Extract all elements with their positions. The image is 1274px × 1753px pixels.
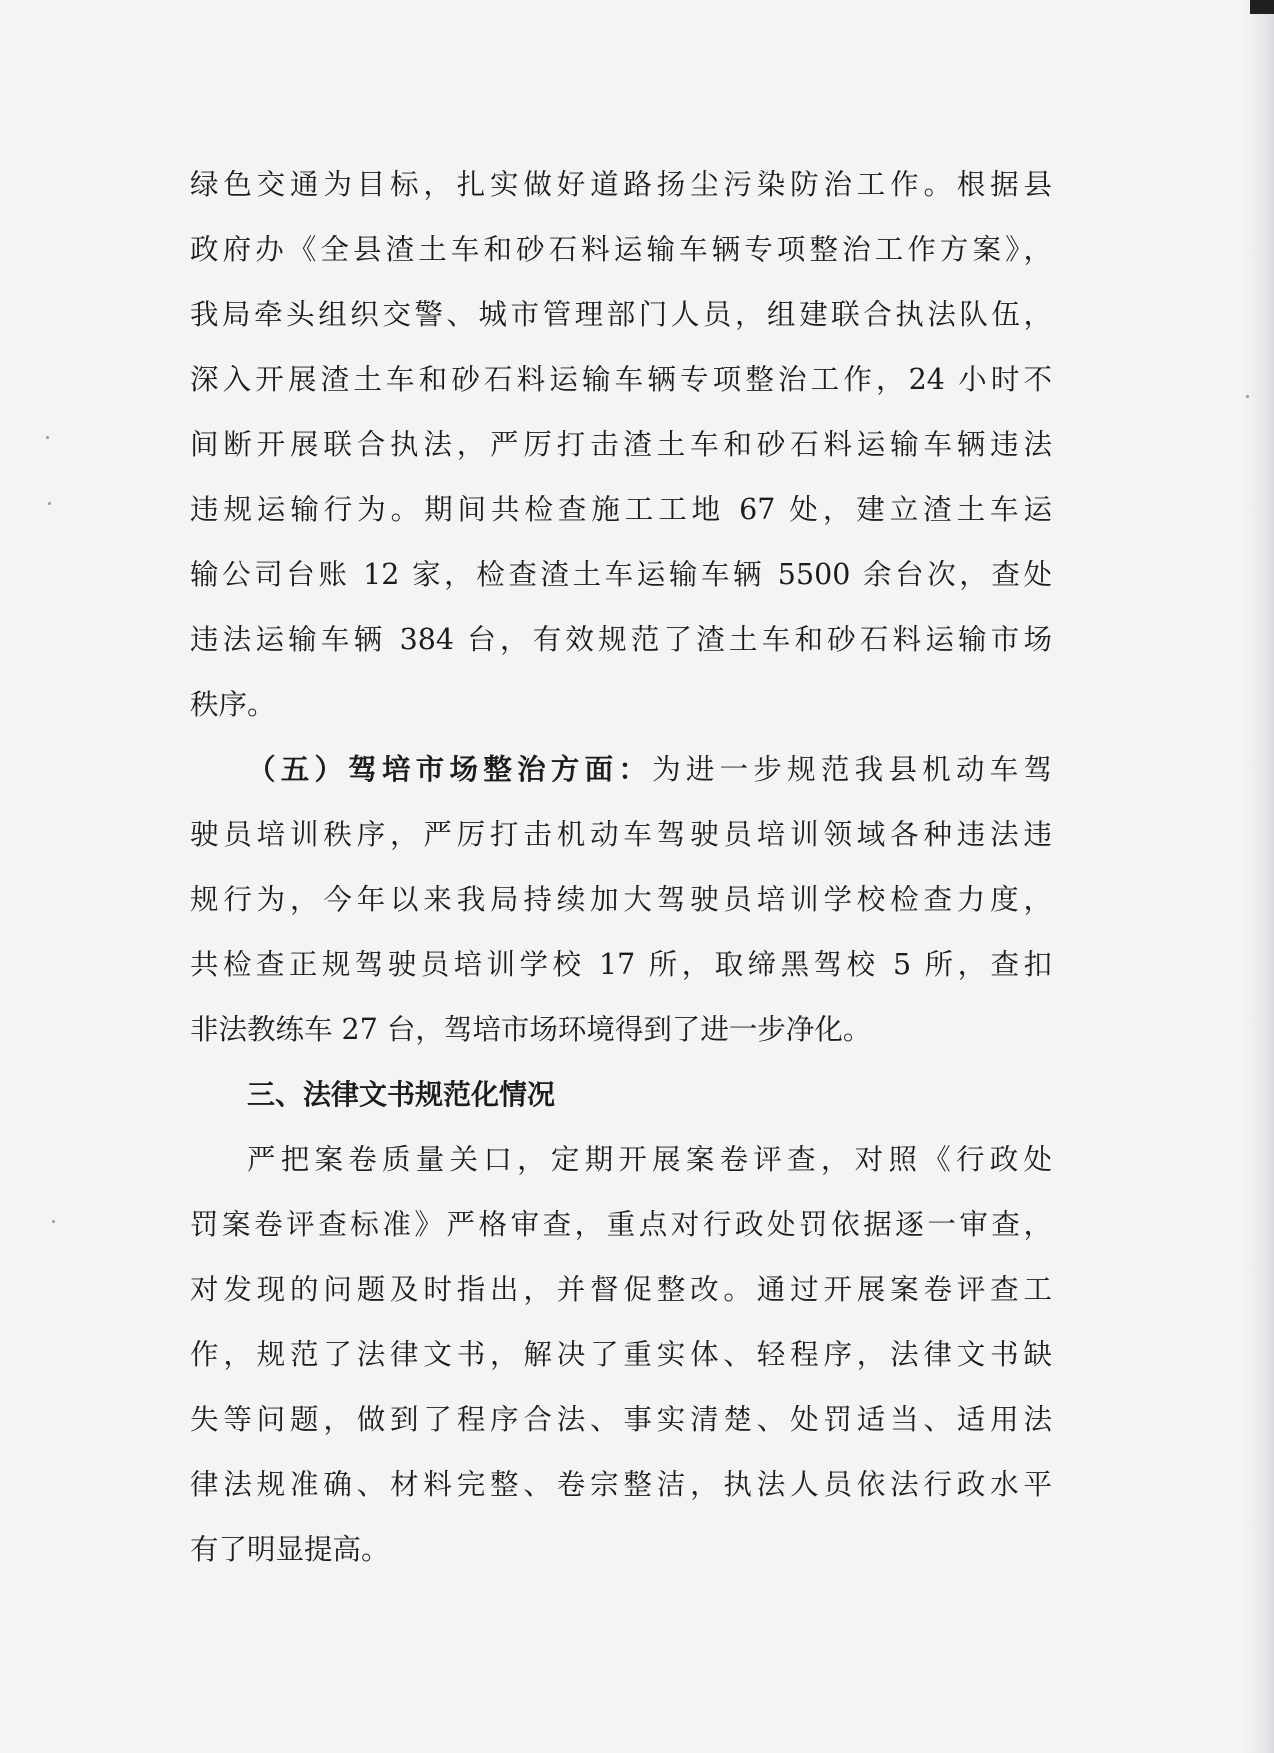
section-heading: 三、法律文书规范化情况 [247,1078,556,1111]
text-line: 对发现的问题及时指出，并督促整改。通过开展案卷评查工 [190,1273,1052,1306]
scan-corner-mark [1250,0,1274,14]
text-line: 非法教练车 27 台，驾培市场环境得到了进一步净化。 [190,1013,872,1046]
document-page [190,152,1052,1582]
text-line: 有了明显提高。 [190,1533,390,1566]
text-line: 绿色交通为目标，扎实做好道路扬尘污染防治工作。根据县 [190,168,1052,201]
text-line: 严把案卷质量关口，定期开展案卷评查，对照《行政处 [247,1143,1052,1176]
paragraph-legal-documents [190,1127,1052,1582]
scan-speck [46,436,49,439]
scan-speck [52,1220,55,1223]
paragraph-dust-control [190,152,1052,737]
text-line: 失等问题，做到了程序合法、事实清楚、处罚适当、适用法 [190,1403,1052,1436]
text-line: 作，规范了法律文书，解决了重实体、轻程序，法律文书缺 [190,1338,1052,1371]
text-line [190,737,1052,802]
scan-speck [1246,395,1249,398]
paragraph-driver-training [190,737,1052,1062]
scan-page-edge [1244,0,1274,1753]
text-line: 我局牵头组织交警、城市管理部门人员，组建联合执法队伍， [190,298,1052,331]
text-line: 政府办《全县渣土车和砂石料运输车辆专项整治工作方案》， [190,233,1052,266]
text-line: 驶员培训秩序，严厉打击机动车驾驶员培训领域各种违法违 [190,818,1052,851]
subsection-lead: （五）驾培市场整治方面： [247,753,653,786]
text-line: 违规运输行为。期间共检查施工工地 67 处，建立渣土车运 [190,493,1052,526]
text-line: 罚案卷评查标准》严格审查，重点对行政处罚依据逐一审查， [190,1208,1052,1241]
text-line: 输公司台账 12 家，检查渣土车运输车辆 5500 余台次，查处 [190,558,1052,591]
text-span: 为进一步规范我县机动车驾 [652,753,1052,786]
text-line: 律法规准确、材料完整、卷宗整洁，执法人员依法行政水平 [190,1468,1052,1501]
scan-speck [48,502,51,505]
text-line: 规行为，今年以来我局持续加大驾驶员培训学校检查力度， [190,883,1052,916]
text-line: 间断开展联合执法，严厉打击渣土车和砂石料运输车辆违法 [190,428,1052,461]
text-line: 秩序。 [190,688,276,721]
text-line: 共检查正规驾驶员培训学校 17 所，取缔黑驾校 5 所，查扣 [190,948,1052,981]
text-line: 深入开展渣土车和砂石料运输车辆专项整治工作，24 小时不 [190,363,1052,396]
text-line: 违法运输车辆 384 台，有效规范了渣土车和砂石料运输市场 [190,623,1052,656]
